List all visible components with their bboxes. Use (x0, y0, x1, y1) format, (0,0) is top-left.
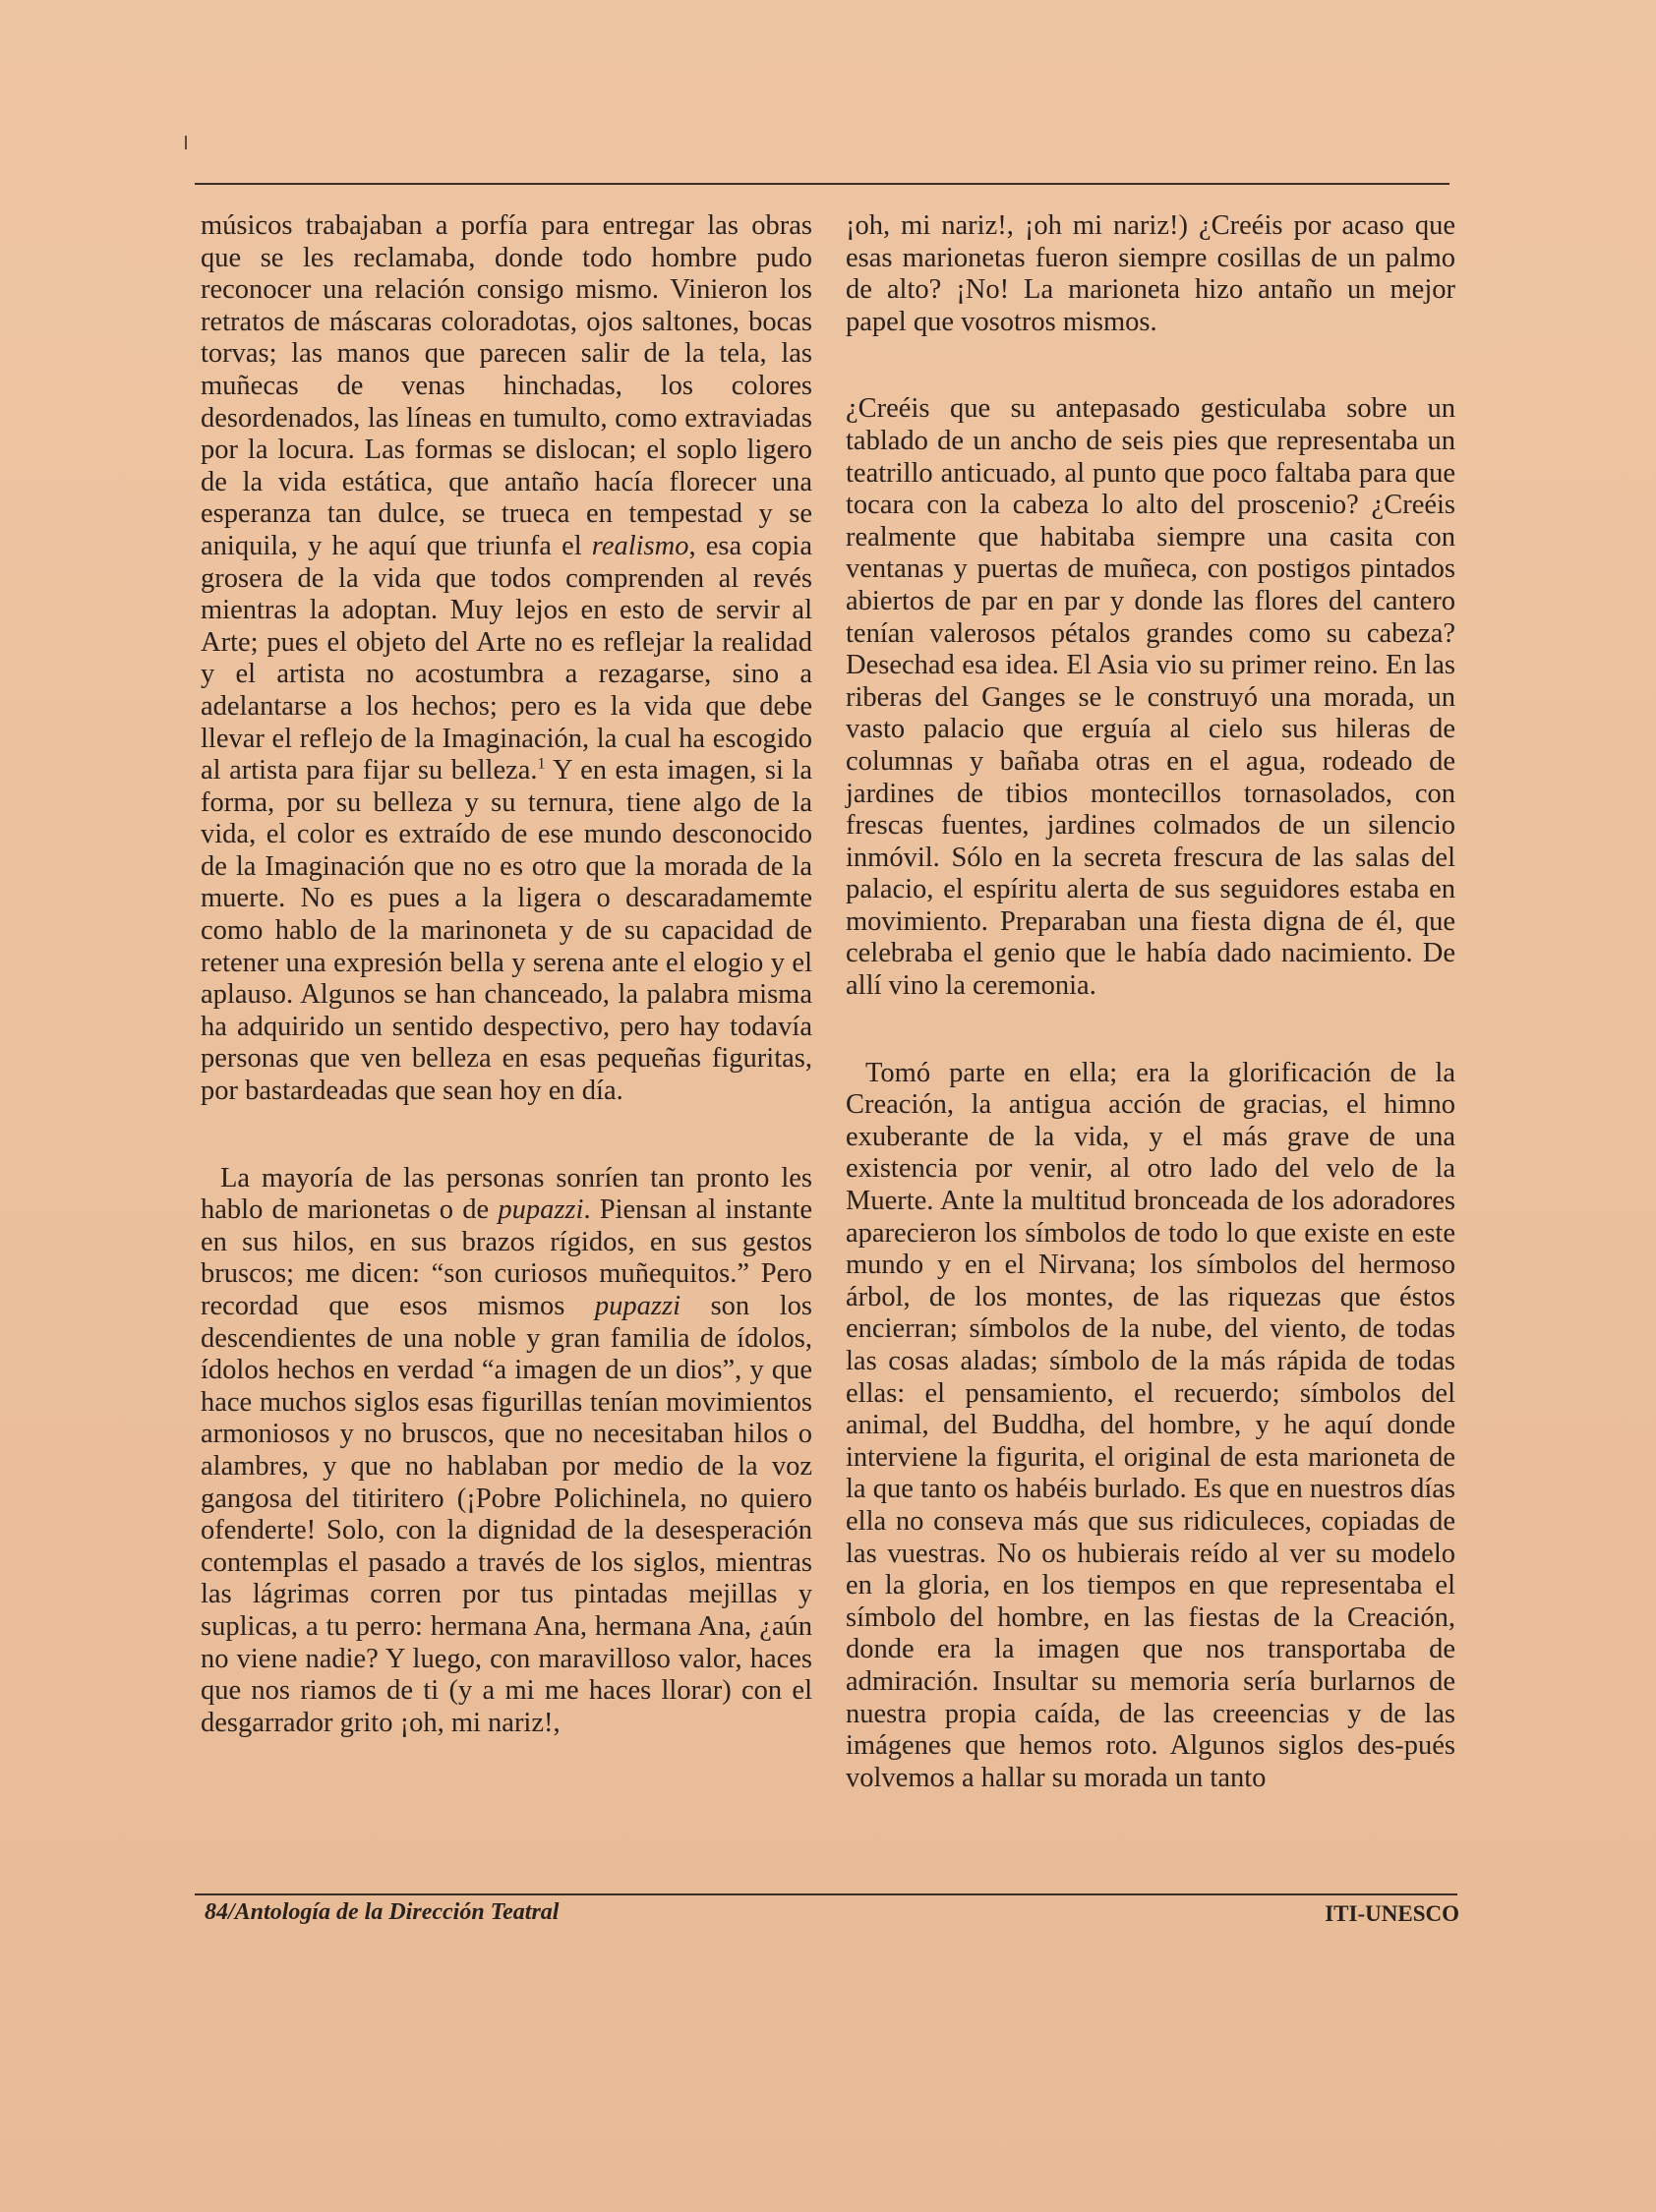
left-paragraph-1 (201, 210, 812, 1108)
footer-page-title: 84/Antología de la Dirección Teatral (205, 1899, 560, 1925)
text-run: La mayoría de las personas sonríen tan pronto les hablo de marionetas o de (201, 1162, 812, 1226)
text-run: son los descendientes de una noble y gran familia de ídolos, ídolos hechos en verdad “a imagen de un dios”, y que hace muchos siglos esas figurillas tenían movimientos armoniosos y no bruscos, que no necesitaban hilos o alambres, y que no hablaban por medio de la voz gangosa del titiritero (¡Pobre Polichinela, no quiero ofenderte! Solo, con la dignidad de la desesperación contemplas el pasado a través de los siglos, mientras las lágrimas corren por tus pintadas mejillas y suplicas, a tu perro: hermana Ana, hermana Ana, ¿aún no viene nadie? Y luego, con maravilloso valor, haces que nos riamos de ti (y a mi me haces llorar) con el desgarrador grito ¡oh, mi nariz!, (201, 1291, 812, 1738)
text-run: Y en esta imagen, si la forma, por su belleza y su ternura, tiene algo de la vida, el color es extraído de ese mundo desconocido de la Imaginación que no es otro que la morada de la muerte. No es pues a la ligera o descaradamemte como hablo de la marinoneta y de su capacidad de retener una expresión bella y serena ante el elogio y el aplauso. Algunos se han chanceado, la palabra misma ha adquirido un sentido despectivo, pero hay todavía personas que ven belleza en esas pequeñas figuritas, por bastardeadas que sean hoy en día. (201, 755, 812, 1107)
header-rule (195, 183, 1449, 185)
right-column (846, 210, 1455, 1794)
right-paragraph-1: ¡oh, mi nariz!, ¡oh mi nariz!) ¿Creéis por acaso que esas marionetas fueron siempre cosillas de un palmo de alto? ¡No! La marioneta hizo antaño un mejor papel que vosotros mismos. (846, 210, 1455, 337)
text-run: músicos trabajaban a porfía para entregar las obras que se les reclamaba, donde todo hombre pudo reconocer una relación consigo mismo. Vinieron los retratos de máscaras coloradotas, ojos saltones, bocas torvas; las manos que parecen salir de la tela, las muñecas de venas hinchadas, los colores desordenados, las líneas en tumulto, como extraviadas por la locura. Las formas se dislocan; el soplo ligero de la vida estática, que antaño hacía florecer una esperanza tan dulce, se trueca en tempestad y se aniquila, y he aquí que triunfa el (201, 210, 812, 561)
text-run: , esa copia grosera de la vida que todos comprenden al revés mientras la adoptan. Muy lejos en esto de servir al Arte; pues el objeto del Arte no es reflejar la realidad y el artista no acostumbra a rezagarse, sino a adelantarse a los hechos; pero es la vida que debe llevar el reflejo de la Imaginación, la cual ha escogido al artista para fijar su belleza. (201, 530, 812, 786)
scan-speck (185, 136, 187, 149)
footnote-marker: 1 (537, 755, 546, 773)
left-paragraph-2 (201, 1163, 812, 1740)
right-paragraph-3: Tomó parte en ella; era la glorificación de la Creación, la antigua acción de gracias, el himno exuberante de la vida, y el más grave de una existencia por venir, al otro lado del velo de la Muerte. Ante la multitud bronceada de los adoradores aparecieron los símbolos de todo lo que existe en este mundo y en el Nirvana; los símbolos del hermoso árbol, de los montes, de las riquezas que éstos encierran; símbolos de la nube, del viento, de todas las cosas aladas; símbolo de la más rápida de todas ellas: el pensamiento, el recuerdo; símbolos del animal, del Buddha, del hombre, y he aquí donde interviene la figurita, el original de esta marioneta de la que tanto os habéis burlado. Es que en nuestros días ella no conseva más que sus ridiculeces, copiadas de las vuestras. No os hubierais reído al ver su modelo en la gloria, en los tiempos en que representaba el símbolo del hombre, en las fiestas de la Creación, donde era la imagen que nos transportaba de admiración. Insultar su memoria sería burlarnos de nuestra propia caída, de las creeencias y de las imágenes que hemos roto. Algunos siglos des-pués volvemos a hallar su morada un tanto (846, 1057, 1455, 1793)
right-paragraph-2: ¿Creéis que su antepasado gesticulaba sobre un tablado de un ancho de seis pies que representaba un teatrillo anticuado, al punto que poco faltaba para que tocara con la cabeza lo alto del proscenio? ¿Creéis realmente que habitaba siempre una casita con ventanas y puertas de muñeca, con postigos pintados abiertos de par en par y donde las flores del cantero tenían valerosos pétalos grandes como su cabeza? Desechad esa idea. El Asia vio su primer reino. En las riberas del Ganges se le construyó una morada, un vasto palacio que erguía al cielo sus hileras de columnas y bañaba otras en el agua, rodeado de jardines de tibios montecillos tornasolados, con frescas fuentes, jardines colmados de un silencio inmóvil. Sólo en la secreta frescura de las salas del palacio, el espíritu alerta de sus seguidores estaba en movimiento. Preparaban una fiesta digna de él, que celebraba el genio que le había dado nacimiento. De allí vino la ceremonia. (846, 393, 1455, 1002)
footer-publisher: ITI-UNESCO (1325, 1901, 1459, 1926)
text-run: . Piensan al instante en sus hilos, en sus brazos rígidos, en sus gestos bruscos; me dicen: “son curiosos muñequitos.” Pero recordad que esos mismos (201, 1194, 813, 1321)
italic-term: realismo (591, 530, 689, 561)
italic-term: pupazzi (498, 1194, 584, 1226)
footer-rule (195, 1893, 1457, 1895)
italic-term: pupazzi (594, 1291, 680, 1321)
left-column (201, 210, 812, 1739)
